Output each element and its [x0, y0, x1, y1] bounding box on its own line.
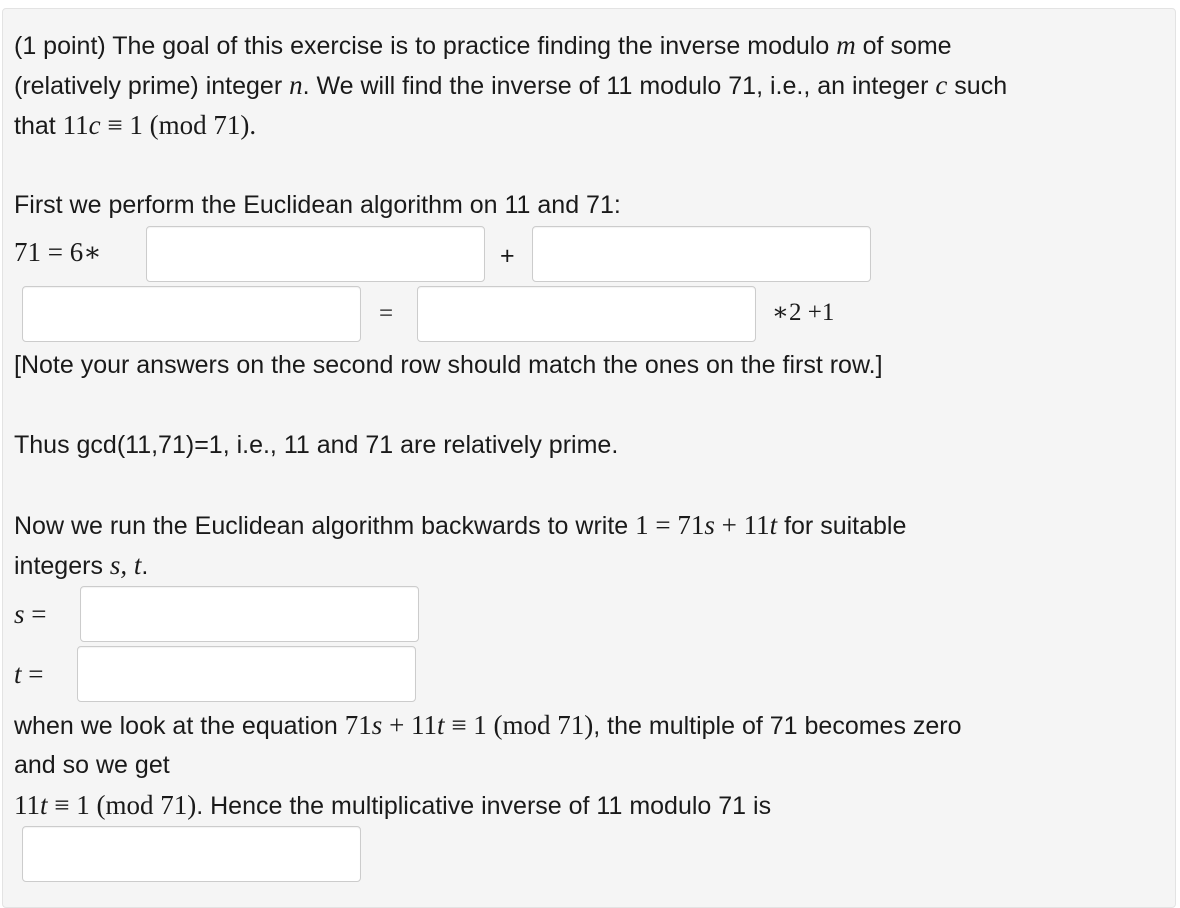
remainder-input[interactable] — [532, 226, 871, 282]
row2-rhs: ∗2 +1 — [772, 299, 835, 326]
s-label: s = — [14, 599, 47, 629]
var-n: n — [289, 70, 303, 100]
note-text: [Note your answers on the second row should match the ones on the first row.] — [14, 351, 883, 379]
inverse-input[interactable] — [22, 826, 361, 882]
row1-plus: + — [500, 242, 515, 270]
row2-left-input[interactable] — [22, 286, 361, 342]
backwards-line-1: Now we run the Euclidean algorithm backwards to write 1 = 71s + 11t for suitable — [14, 510, 907, 540]
s-input[interactable] — [80, 586, 419, 642]
row1-lhs: 71 = 6∗ — [14, 237, 102, 267]
var-m: m — [836, 30, 856, 60]
conclusion-line-1: when we look at the equation 71s + 11t ≡ 1 (mod 71), the multiple of 71 becomes zero — [14, 710, 962, 740]
intro-line-1: (1 point) The goal of this exercise is to practice finding the inverse modulo m of some — [14, 30, 952, 60]
t-label: t = — [14, 659, 44, 689]
var-c: c — [935, 70, 948, 100]
quotient-input[interactable] — [146, 226, 485, 282]
intro-line-3: that 11c ≡ 1 (mod 71). — [14, 110, 257, 140]
row2-right-input[interactable] — [417, 286, 756, 342]
row2-equals: = — [379, 300, 394, 327]
conclusion-line-2: and so we get — [14, 751, 170, 779]
euclid-heading: First we perform the Euclidean algorithm on 11 and 71: — [14, 191, 621, 219]
conclusion-line-3: 11t ≡ 1 (mod 71). Hence the multiplicative inverse of 11 modulo 71 is — [14, 790, 772, 820]
gcd-text: Thus gcd(11,71)=1, i.e., 11 and 71 are relatively prime. — [14, 431, 619, 459]
backwards-line-2: integers s, t. — [14, 550, 149, 580]
t-input[interactable] — [77, 646, 416, 702]
intro-line-2: (relatively prime) integer n. We will find the inverse of 11 modulo 71, i.e., an integer c such — [14, 70, 1008, 100]
